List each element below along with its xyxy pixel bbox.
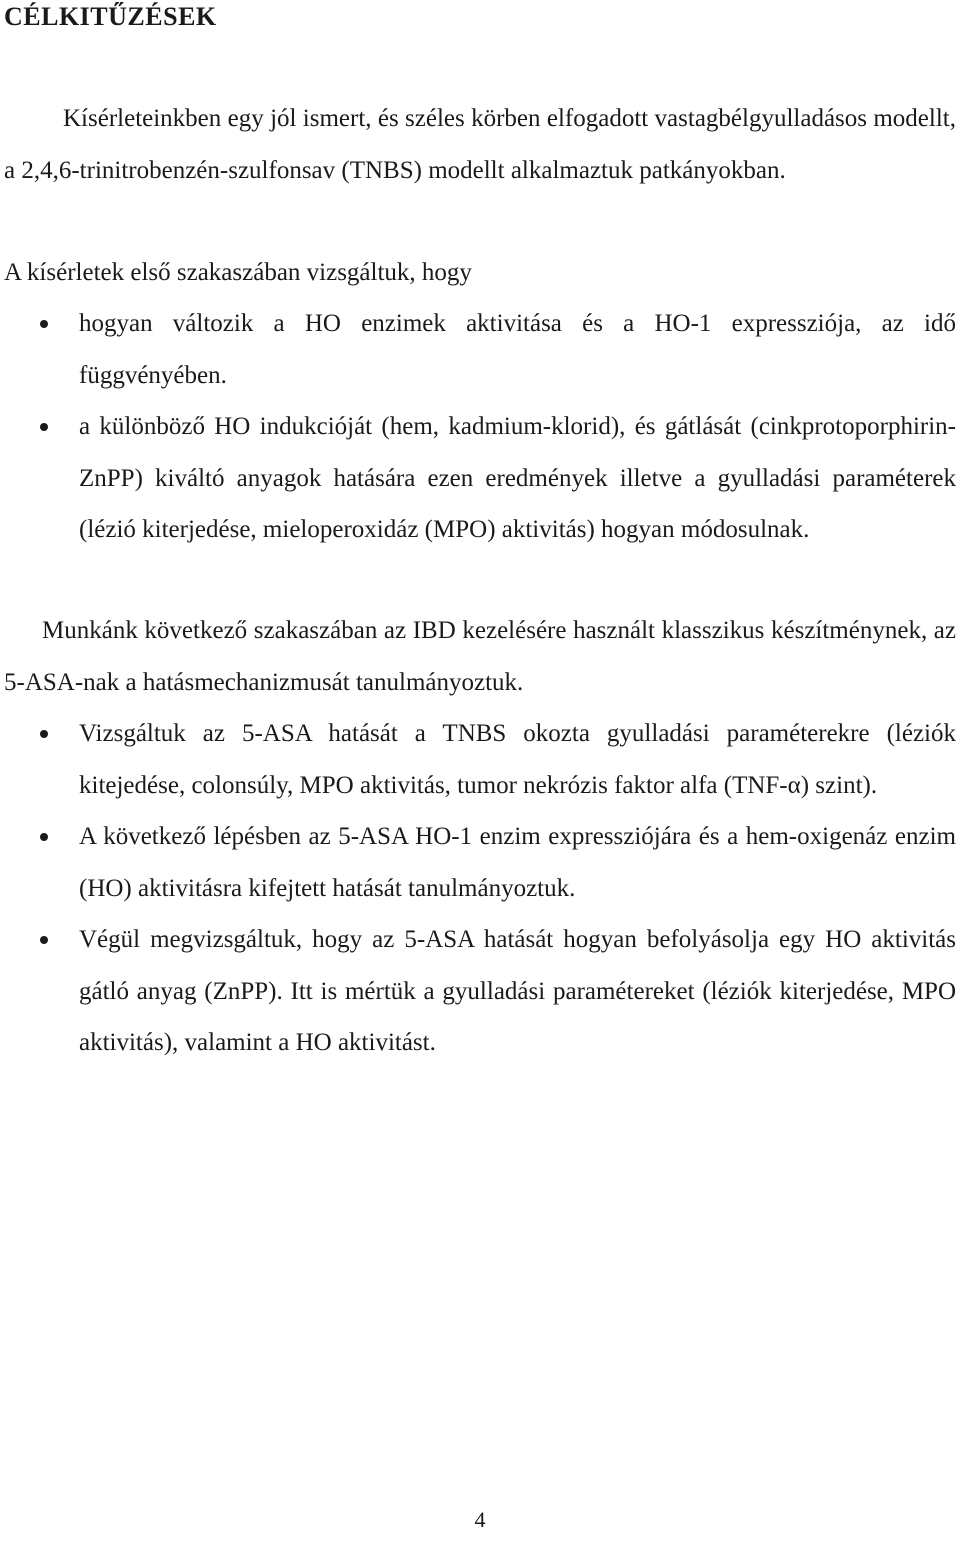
- list-item: [0, 914, 960, 1069]
- first-phase-lead: A kísérletek első szakaszában vizsgáltuk, hogy: [4, 259, 472, 286]
- first-phase-list: [0, 298, 960, 556]
- list-item-text: A következő lépésben az 5-ASA HO-1 enzim expressziójára és a hem-oxigenáz enzim (HO) aktivitásra kifejtett hatását tanulmányoztuk.: [79, 823, 956, 902]
- list-item: [0, 401, 960, 556]
- list-item-text: Végül megvizsgáltuk, hogy az 5-ASA hatását hogyan befolyásolja egy HO aktivitás gátló anyag (ZnPP). Itt is mértük a gyulladási paramétereket (léziók kiterjedése, MPO aktivitás), valamint a HO aktivitást.: [79, 926, 956, 1056]
- page-number: 4: [474, 1507, 486, 1532]
- bullet-icon: [40, 423, 48, 431]
- second-phase-lead: Munkánk következő szakaszában az IBD kezelésére használt klasszikus készítménynek, az 5-ASA-nak a hatásmechanizmusát tanulmányoztuk.: [4, 617, 956, 696]
- list-item: [0, 708, 960, 811]
- section-heading: CÉLKITŰZÉSEK: [4, 2, 217, 31]
- list-item: [0, 298, 960, 401]
- bullet-icon: [40, 730, 48, 738]
- list-item-text: Vizsgáltuk az 5-ASA hatását a TNBS okozta gyulladási paraméterekre (léziók kitejedése, colonsúly, MPO aktivitás, tumor nekrózis faktor alfa (TNF-α) szint).: [79, 720, 956, 799]
- list-item: [0, 811, 960, 914]
- list-item-text: hogyan változik a HO enzimek aktivitása és a HO-1 expressziója, az idő függvényében.: [79, 310, 956, 389]
- intro-paragraph: Kísérleteinkben egy jól ismert, és széles körben elfogadott vastagbélgyulladásos modellt, a 2,4,6-trinitrobenzén-szulfonsav (TNBS) modellt alkalmaztuk patkányokban.: [4, 105, 956, 184]
- list-item-text: a különböző HO indukcióját (hem, kadmium-klorid), és gátlását (cinkprotoporphirin-ZnPP) kiváltó anyagok hatására ezen eredmények illetve a gyulladási paraméterek (lézió kiterjedése, mieloperoxidáz (MPO) aktivitás) hogyan módosulnak.: [79, 413, 956, 543]
- bullet-icon: [40, 833, 48, 841]
- second-phase-list: [0, 708, 960, 1069]
- bullet-icon: [40, 320, 48, 328]
- bullet-icon: [40, 936, 48, 944]
